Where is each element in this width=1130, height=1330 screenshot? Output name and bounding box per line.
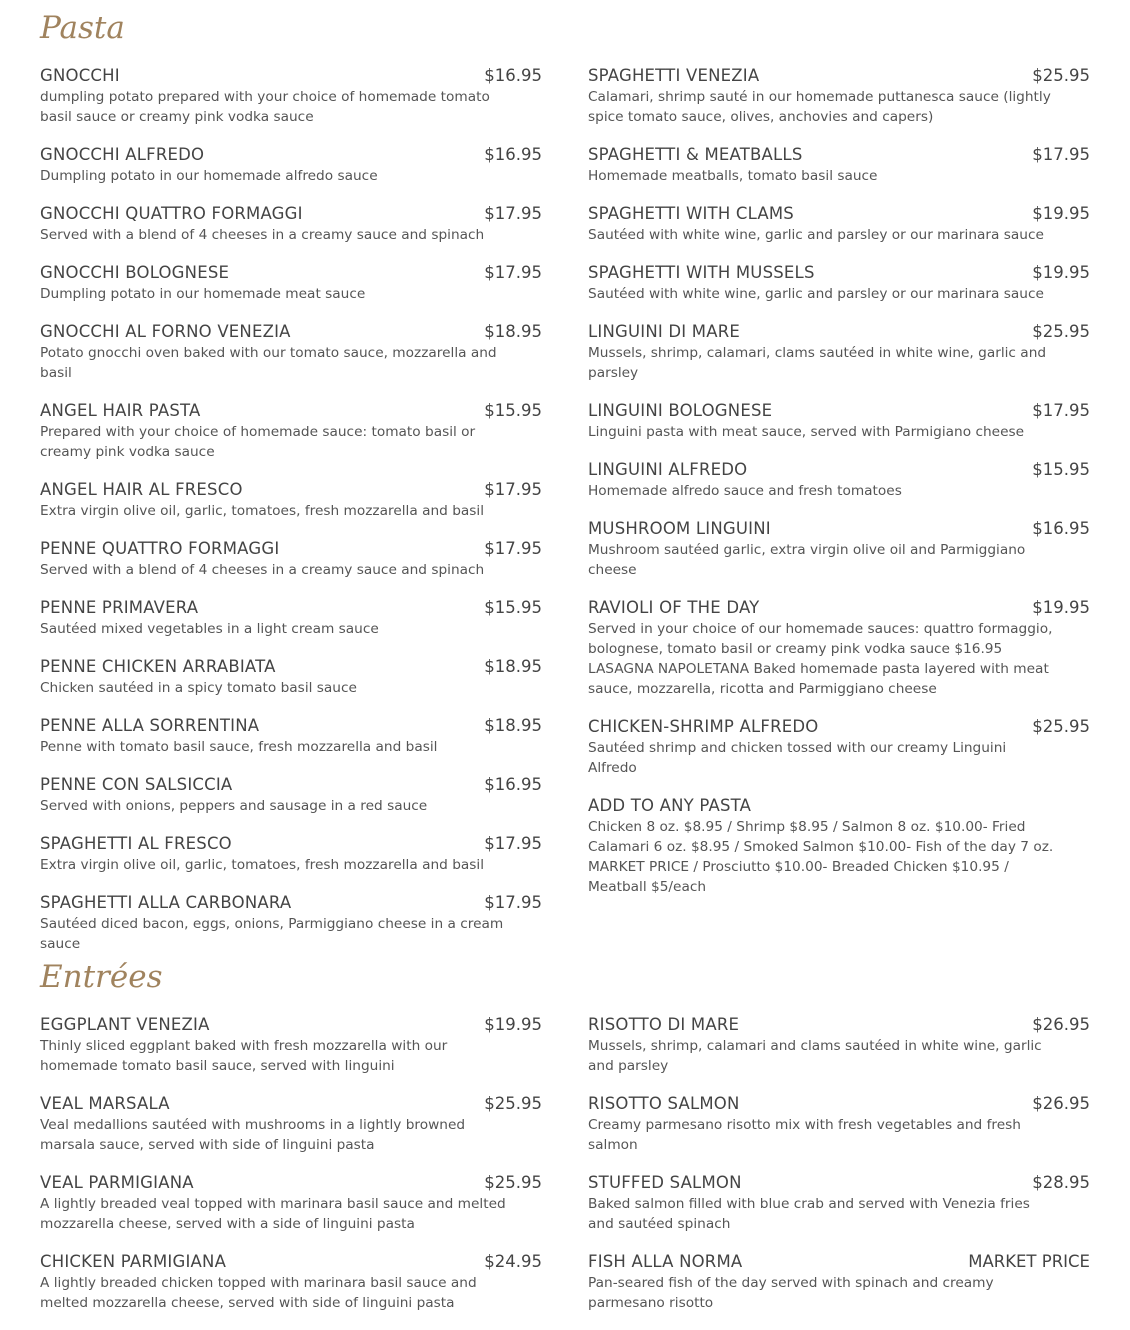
- menu-item-name: SPAGHETTI & MEATBALLS: [588, 145, 803, 164]
- menu-item-description: Sautéed with white wine, garlic and parsley or our marinara sauce: [588, 227, 1044, 243]
- menu-item-price: $19.95: [1032, 263, 1090, 282]
- menu-item-header: [588, 1251, 1090, 1273]
- menu-item-header: [40, 203, 542, 225]
- menu-item-name: GNOCCHI ALFREDO: [40, 145, 205, 164]
- menu-item: [588, 459, 1090, 501]
- menu-item: [588, 65, 1090, 127]
- menu-item-header: [40, 774, 542, 796]
- menu-item: [40, 203, 542, 245]
- menu-item-price: $24.95: [484, 1252, 542, 1271]
- menu-item-name: ANGEL HAIR PASTA: [40, 401, 201, 420]
- menu-item-description: Pan-seared fish of the day served with spinach and creamy parmesano risotto: [588, 1275, 994, 1311]
- menu-item-description: Served in your choice of our homemade sauces: quattro formaggio, bolognese, tomato basil or creamy pink vodka sauce $16.95 LASAGNA NAPOLETANA Baked homemade pasta layered with meat sauce, mozzarella, ricotta and Parmiggiano cheese: [588, 621, 1053, 697]
- menu-item-description: Chicken sautéed in a spicy tomato basil sauce: [40, 680, 357, 696]
- menu-item-description: Baked salmon filled with blue crab and served with Venezia fries and sautéed spinach: [588, 1196, 1030, 1232]
- menu-item-header: [40, 538, 542, 560]
- menu-item-name: GNOCCHI: [40, 66, 120, 85]
- menu-item-price: $17.95: [484, 539, 542, 558]
- menu-item-description: Dumpling potato in our homemade alfredo sauce: [40, 168, 378, 184]
- menu-item-price: $17.95: [484, 263, 542, 282]
- menu-item-header: [588, 65, 1090, 87]
- menu-item-header: [588, 459, 1090, 481]
- entrees-left-column: [40, 1014, 542, 1330]
- menu-item-header: [588, 400, 1090, 422]
- menu-item-price: $17.95: [484, 893, 542, 912]
- menu-item-description: Served with onions, peppers and sausage in a red sauce: [40, 798, 428, 814]
- menu-item-price: $26.95: [1032, 1015, 1090, 1034]
- menu-item-description: Mussels, shrimp, calamari, clams sautéed in white wine, garlic and parsley: [588, 345, 1047, 381]
- menu-item-description: Sautéed mixed vegetables in a light cream sauce: [40, 621, 379, 637]
- menu-item: [40, 774, 542, 816]
- menu-item-header: [588, 144, 1090, 166]
- menu-item-price: $18.95: [484, 322, 542, 341]
- menu-item-header: [40, 715, 542, 737]
- menu-item: [588, 262, 1090, 304]
- menu-item-description: Prepared with your choice of homemade sauce: tomato basil or creamy pink vodka sauce: [40, 424, 476, 460]
- menu-item: [40, 1172, 542, 1234]
- menu-item-name: RISOTTO SALMON: [588, 1094, 740, 1113]
- menu-item: [40, 400, 542, 462]
- menu-item-description: Thinly sliced eggplant baked with fresh mozzarella with our homemade tomato basil sauce, served with linguini: [40, 1038, 448, 1074]
- menu-item-name: PENNE QUATTRO FORMAGGI: [40, 539, 280, 558]
- menu-item-name: SPAGHETTI AL FRESCO: [40, 834, 232, 853]
- menu-item: [40, 833, 542, 875]
- menu-item-header: [40, 144, 542, 166]
- menu-item-name: SPAGHETTI ALLA CARBONARA: [40, 893, 292, 912]
- menu-item-name: SPAGHETTI VENEZIA: [588, 66, 760, 85]
- menu-item-price: $19.95: [1032, 204, 1090, 223]
- menu-item-name: LINGUINI ALFREDO: [588, 460, 748, 479]
- menu-item-price: $19.95: [1032, 598, 1090, 617]
- menu-item-price: $15.95: [1032, 460, 1090, 479]
- menu-item-price: $28.95: [1032, 1173, 1090, 1192]
- menu-item: [40, 1093, 542, 1155]
- menu-item-header: [588, 203, 1090, 225]
- menu-item-price: $17.95: [484, 204, 542, 223]
- menu-item-header: [40, 65, 542, 87]
- menu-item-header: [588, 597, 1090, 619]
- menu-item: [588, 1014, 1090, 1076]
- menu-item-header: [588, 518, 1090, 540]
- menu-item-name: LINGUINI BOLOGNESE: [588, 401, 773, 420]
- menu-item-header: [588, 1172, 1090, 1194]
- section-title-pasta: Pasta: [40, 10, 125, 46]
- menu-item-description: Served with a blend of 4 cheeses in a creamy sauce and spinach: [40, 562, 485, 578]
- menu-item-header: [40, 833, 542, 855]
- menu-item: [588, 1093, 1090, 1155]
- menu-item-header: [40, 892, 542, 914]
- menu-item-name: EGGPLANT VENEZIA: [40, 1015, 210, 1034]
- menu-item: [40, 656, 542, 698]
- menu-item-description: Extra virgin olive oil, garlic, tomatoes, fresh mozzarella and basil: [40, 857, 485, 873]
- menu-item-name: PENNE ALLA SORRENTINA: [40, 716, 260, 735]
- menu-item-header: [40, 597, 542, 619]
- menu-item-price: $17.95: [484, 480, 542, 499]
- menu-item-header: [40, 1251, 542, 1273]
- menu-item-header: [40, 1093, 542, 1115]
- menu-item-description: Chicken 8 oz. $8.95 / Shrimp $8.95 / Salmon 8 oz. $10.00- Fried Calamari 6 oz. $8.95 / Smoked Salmon $10.00- Fish of the day 7 oz. MARKET PRICE / Prosciutto $10.00- Breaded Chicken $10.95 / Meatball $5/each: [588, 819, 1054, 895]
- menu-item: [588, 400, 1090, 442]
- menu-item-description: Potato gnocchi oven baked with our tomato sauce, mozzarella and basil: [40, 345, 497, 381]
- menu-item: [40, 715, 542, 757]
- menu-item-header: [40, 479, 542, 501]
- menu-item-price: $17.95: [1032, 145, 1090, 164]
- menu-item-name: RAVIOLI OF THE DAY: [588, 598, 760, 617]
- menu-item-name: GNOCCHI QUATTRO FORMAGGI: [40, 204, 303, 223]
- menu-item: [40, 479, 542, 521]
- menu-item-name: CHICKEN-SHRIMP ALFREDO: [588, 717, 819, 736]
- menu-item-description: Sautéed with white wine, garlic and parsley or our marinara sauce: [588, 286, 1044, 302]
- menu-item: [588, 1251, 1090, 1313]
- menu-item-name: VEAL MARSALA: [40, 1094, 170, 1113]
- menu-item-header: [40, 400, 542, 422]
- menu-item-description: Linguini pasta with meat sauce, served with Parmigiano cheese: [588, 424, 1025, 440]
- menu-item-header: [40, 321, 542, 343]
- menu-item-name: GNOCCHI BOLOGNESE: [40, 263, 230, 282]
- menu-item-name: RISOTTO DI MARE: [588, 1015, 740, 1034]
- menu-item-name: SPAGHETTI WITH CLAMS: [588, 204, 794, 223]
- menu-item-price: $25.95: [1032, 717, 1090, 736]
- menu-item: [40, 1014, 542, 1076]
- menu-item-header: [588, 262, 1090, 284]
- menu-item-description: Mussels, shrimp, calamari and clams sautéed in white wine, garlic and parsley: [588, 1038, 1042, 1074]
- menu-item-name: FISH ALLA NORMA: [588, 1252, 743, 1271]
- pasta-left-column: [40, 65, 542, 971]
- menu-item: [40, 65, 542, 127]
- menu-item: [40, 597, 542, 639]
- menu-item-name: STUFFED SALMON: [588, 1173, 742, 1192]
- menu-item: [40, 1251, 542, 1313]
- pasta-right-column: [588, 65, 1090, 914]
- menu-item-price: $25.95: [1032, 322, 1090, 341]
- menu-item-header: [588, 321, 1090, 343]
- menu-item: [40, 538, 542, 580]
- menu-item: [588, 597, 1090, 699]
- menu-item-header: [40, 1014, 542, 1036]
- entrees-right-column: [588, 1014, 1090, 1330]
- menu-item-header: [588, 1093, 1090, 1115]
- menu-item: [40, 892, 542, 954]
- menu-item-name: GNOCCHI AL FORNO VENEZIA: [40, 322, 291, 341]
- menu-item-header: [40, 1172, 542, 1194]
- menu-item-description: Served with a blend of 4 cheeses in a creamy sauce and spinach: [40, 227, 485, 243]
- menu-item-price: $16.95: [484, 66, 542, 85]
- menu-item-name: VEAL PARMIGIANA: [40, 1173, 194, 1192]
- menu-item: [588, 795, 1090, 897]
- menu-item-name: PENNE CHICKEN ARRABIATA: [40, 657, 276, 676]
- menu-item-description: Veal medallions sautéed with mushrooms in a lightly browned marsala sauce, served with side of linguini pasta: [40, 1117, 466, 1153]
- menu-item-name: ANGEL HAIR AL FRESCO: [40, 480, 243, 499]
- menu-item-description: Sautéed shrimp and chicken tossed with our creamy Linguini Alfredo: [588, 740, 1007, 776]
- menu-item-description: A lightly breaded chicken topped with marinara basil sauce and melted mozzarella cheese, served with side of linguini pasta: [40, 1275, 477, 1311]
- menu-item-description: Homemade alfredo sauce and fresh tomatoes: [588, 483, 902, 499]
- menu-item: [40, 144, 542, 186]
- menu-item-description: Sautéed diced bacon, eggs, onions, Parmiggiano cheese in a cream sauce: [40, 916, 504, 952]
- menu-item-description: A lightly breaded veal topped with marinara basil sauce and melted mozzarella cheese, served with a side of linguini pasta: [40, 1196, 506, 1232]
- menu-item: [588, 321, 1090, 383]
- menu-item-price: $16.95: [484, 145, 542, 164]
- menu-item-description: Penne with tomato basil sauce, fresh mozzarella and basil: [40, 739, 438, 755]
- menu-item-header: [40, 262, 542, 284]
- menu-item-description: dumpling potato prepared with your choice of homemade tomato basil sauce or creamy pink vodka sauce: [40, 89, 490, 125]
- menu-item-name: LINGUINI DI MARE: [588, 322, 741, 341]
- menu-item-description: Dumpling potato in our homemade meat sauce: [40, 286, 366, 302]
- menu-item-description: Creamy parmesano risotto mix with fresh vegetables and fresh salmon: [588, 1117, 1021, 1153]
- menu-item-description: Mushroom sautéed garlic, extra virgin olive oil and Parmiggiano cheese: [588, 542, 1026, 578]
- menu-item-price: $25.95: [484, 1173, 542, 1192]
- menu-item-header: [588, 795, 1090, 817]
- menu-item-header: [588, 1014, 1090, 1036]
- menu-item-price: $15.95: [484, 401, 542, 420]
- menu-item-price: $25.95: [1032, 66, 1090, 85]
- menu-item-price: $17.95: [484, 834, 542, 853]
- menu-item: [588, 144, 1090, 186]
- menu-item: [588, 1172, 1090, 1234]
- menu-item-header: [40, 656, 542, 678]
- menu-item-name: CHICKEN PARMIGIANA: [40, 1252, 227, 1271]
- menu-item-price: $16.95: [1032, 519, 1090, 538]
- menu-item-price: $16.95: [484, 775, 542, 794]
- menu-item-name: PENNE PRIMAVERA: [40, 598, 199, 617]
- section-title-entrees: Entrées: [40, 959, 163, 995]
- menu-item-price: $19.95: [484, 1015, 542, 1034]
- menu-item-name: MUSHROOM LINGUINI: [588, 519, 771, 538]
- menu-item-price: $15.95: [484, 598, 542, 617]
- menu-item-price: $25.95: [484, 1094, 542, 1113]
- menu-item: [588, 518, 1090, 580]
- menu-item-price: $26.95: [1032, 1094, 1090, 1113]
- menu-item-price: $17.95: [1032, 401, 1090, 420]
- menu-item: [40, 321, 542, 383]
- menu-item-description: Homemade meatballs, tomato basil sauce: [588, 168, 878, 184]
- menu-item-name: PENNE CON SALSICCIA: [40, 775, 233, 794]
- menu-item-name: ADD TO ANY PASTA: [588, 796, 752, 815]
- menu-item: [588, 716, 1090, 778]
- menu-item: [588, 203, 1090, 245]
- menu-item-description: Calamari, shrimp sauté in our homemade puttanesca sauce (lightly spice tomato sauce, olives, anchovies and capers): [588, 89, 1051, 125]
- menu-item-price: $18.95: [484, 716, 542, 735]
- menu-item-description: Extra virgin olive oil, garlic, tomatoes, fresh mozzarella and basil: [40, 503, 485, 519]
- menu-item-price: $18.95: [484, 657, 542, 676]
- menu-item-name: SPAGHETTI WITH MUSSELS: [588, 263, 815, 282]
- menu-item-header: [588, 716, 1090, 738]
- menu-item: [40, 262, 542, 304]
- menu-item-price: MARKET PRICE: [968, 1252, 1090, 1271]
